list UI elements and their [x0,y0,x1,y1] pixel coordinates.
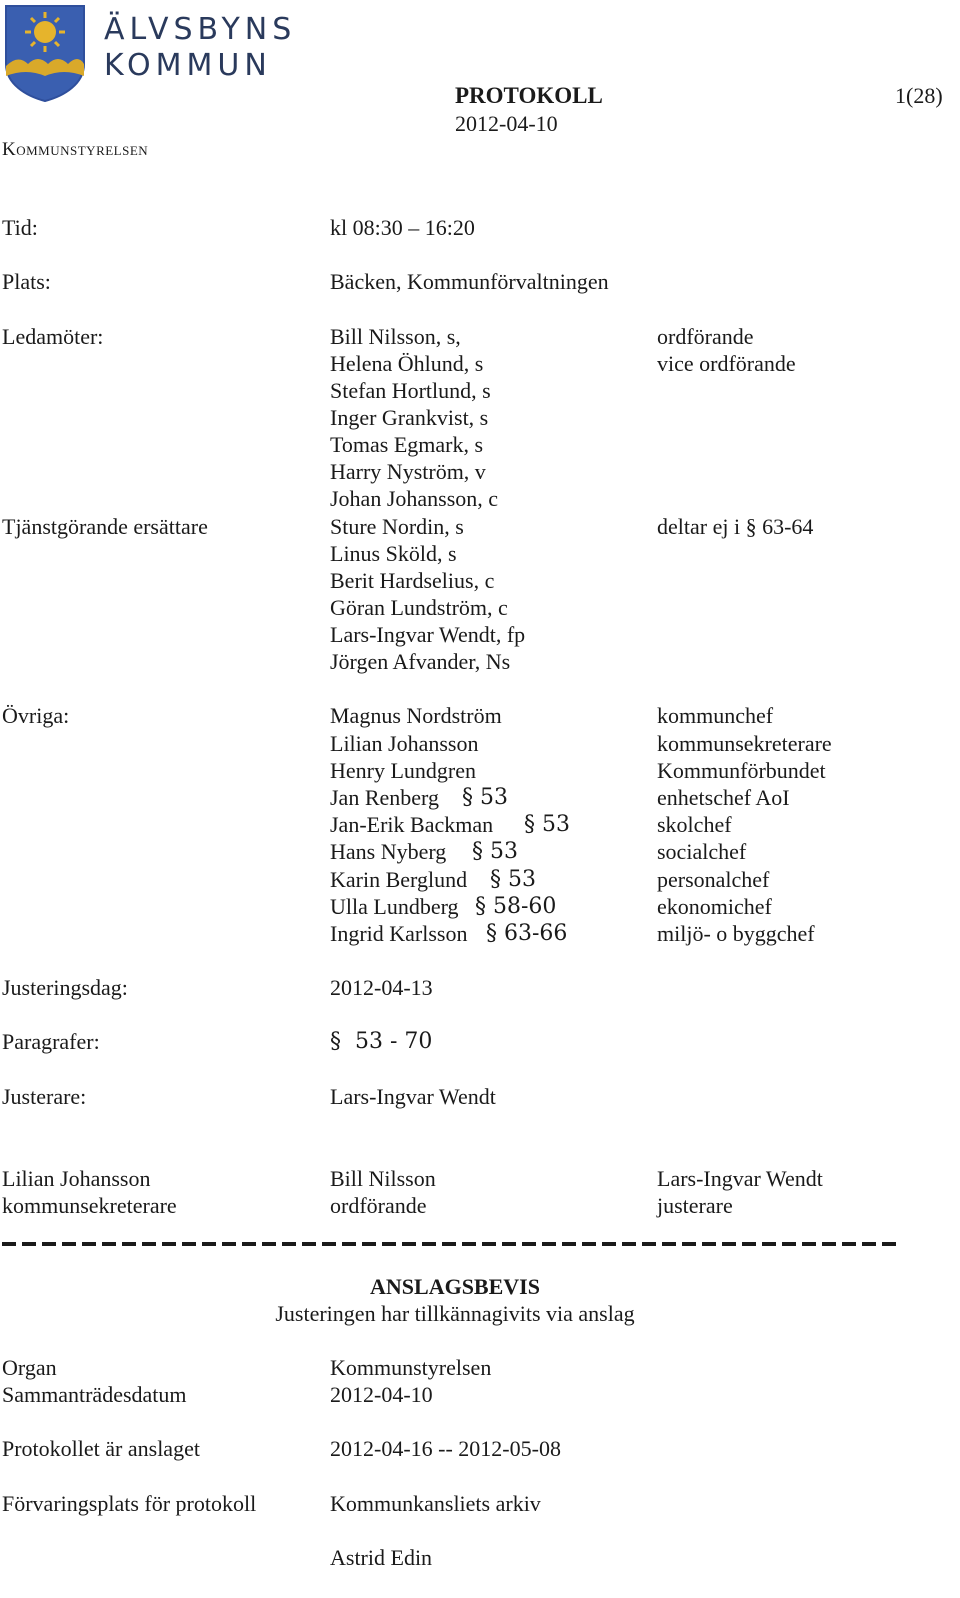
forvaringsplats-value: Kommunkansliets arkiv [330,1491,541,1516]
member-role: ordförande [657,324,754,349]
page-number: 1(28) [895,83,943,108]
other-name: Jan-Erik Backman [330,812,494,837]
plats-value: Bäcken, Kommunförvaltningen [330,269,609,294]
plats-label: Plats: [2,269,51,294]
other-role: kommunsekreterare [657,731,832,756]
logo-text-line2: KOMMUN [104,48,272,83]
ledamoter-label: Ledamöter: [2,324,104,349]
other-role: socialchef [657,839,747,864]
member-name: Harry Nyström, v [330,459,486,484]
substitute-name: Berit Hardselius, c [330,568,495,593]
other-section: § 58-60 [475,894,557,919]
anslag-signer: Astrid Edin [330,1545,433,1570]
signature-name: Lars-Ingvar Wendt [657,1166,823,1191]
justeringsdag-value: 2012-04-13 [330,975,433,1000]
other-role: personalchef [657,867,770,892]
anslagsbevis-heading: ANSLAGSBEVIS [370,1274,540,1299]
other-section: § 53 [524,812,570,837]
logo-text-line1: ÄLVSBYNS [104,12,297,47]
signature-title: ordförande [330,1193,427,1218]
substitute-note: deltar ej i § 63-64 [657,514,814,539]
document-date: 2012-04-10 [455,111,558,136]
signature-name: Lilian Johansson [2,1166,151,1191]
other-role: Kommunförbundet [657,758,826,783]
ovriga-label: Övriga: [2,703,70,728]
substitute-name: Sture Nordin, s [330,514,464,539]
tid-value: kl 08:30 – 16:20 [330,215,475,240]
signature-title: kommunsekreterare [2,1193,177,1218]
substitute-name: Linus Sköld, s [330,541,457,566]
member-name: Johan Johansson, c [330,486,499,511]
justerare-value: Lars-Ingvar Wendt [330,1084,496,1109]
anslaget-label: Protokollet är anslaget [2,1436,200,1461]
other-role: skolchef [657,812,732,837]
signature-title: justerare [657,1193,733,1218]
other-role: ekonomichef [657,894,772,919]
department-label: Kommunstyrelsen [2,139,149,160]
department-name [2,136,148,164]
other-section: § 53 [462,785,508,810]
forvaringsplats-label: Förvaringsplats för protokoll [2,1491,257,1516]
member-name: Helena Öhlund, s [330,351,484,376]
member-name: Bill Nilsson, s, [330,324,461,349]
anslagsbevis-subheading: Justeringen har tillkännagivits via anslag [275,1301,635,1326]
member-name: Tomas Egmark, s [330,432,484,457]
organ-label: Organ [2,1355,57,1380]
substitute-name: Jörgen Afvander, Ns [330,649,511,674]
other-section: § 53 [490,867,536,892]
member-role: vice ordförande [657,351,796,376]
anslaget-value: 2012-04-16 -- 2012-05-08 [330,1436,561,1461]
other-name: Ingrid Karlsson [330,921,468,946]
paragrafer-value: § 53 - 70 [330,1029,433,1054]
paragrafer-label: Paragrafer: [2,1029,100,1054]
substitute-name: Lars-Ingvar Wendt, fp [330,622,526,647]
coat-of-arms-icon [4,4,86,102]
other-name: Karin Berglund [330,867,468,892]
other-name: Jan Renberg [330,785,439,810]
other-name: Lilian Johansson [330,731,479,756]
other-section: § 53 [472,839,518,864]
tid-label: Tid: [2,215,38,240]
document-title: PROTOKOLL [455,83,603,108]
other-name: Ulla Lundberg [330,894,459,919]
substitute-name: Göran Lundström, c [330,595,508,620]
sammantradesdatum-value: 2012-04-10 [330,1382,433,1407]
ersattare-label: Tjänstgörande ersättare [2,514,208,539]
member-name: Inger Grankvist, s [330,405,489,430]
other-role: enhetschef AoI [657,785,790,810]
other-role: miljö- o byggchef [657,921,815,946]
other-section: § 63-66 [486,921,568,946]
organ-value: Kommunstyrelsen [330,1355,492,1380]
municipality-logo [4,4,86,102]
other-name: Henry Lundgren [330,758,477,783]
other-name: Hans Nyberg [330,839,447,864]
dashed-divider [2,1242,902,1246]
justeringsdag-label: Justeringsdag: [2,975,128,1000]
justerare-label: Justerare: [2,1084,87,1109]
other-role: kommunchef [657,703,774,728]
member-name: Stefan Hortlund, s [330,378,491,403]
sammantradesdatum-label: Sammanträdesdatum [2,1382,187,1407]
other-name: Magnus Nordström [330,703,502,728]
signature-name: Bill Nilsson [330,1166,436,1191]
